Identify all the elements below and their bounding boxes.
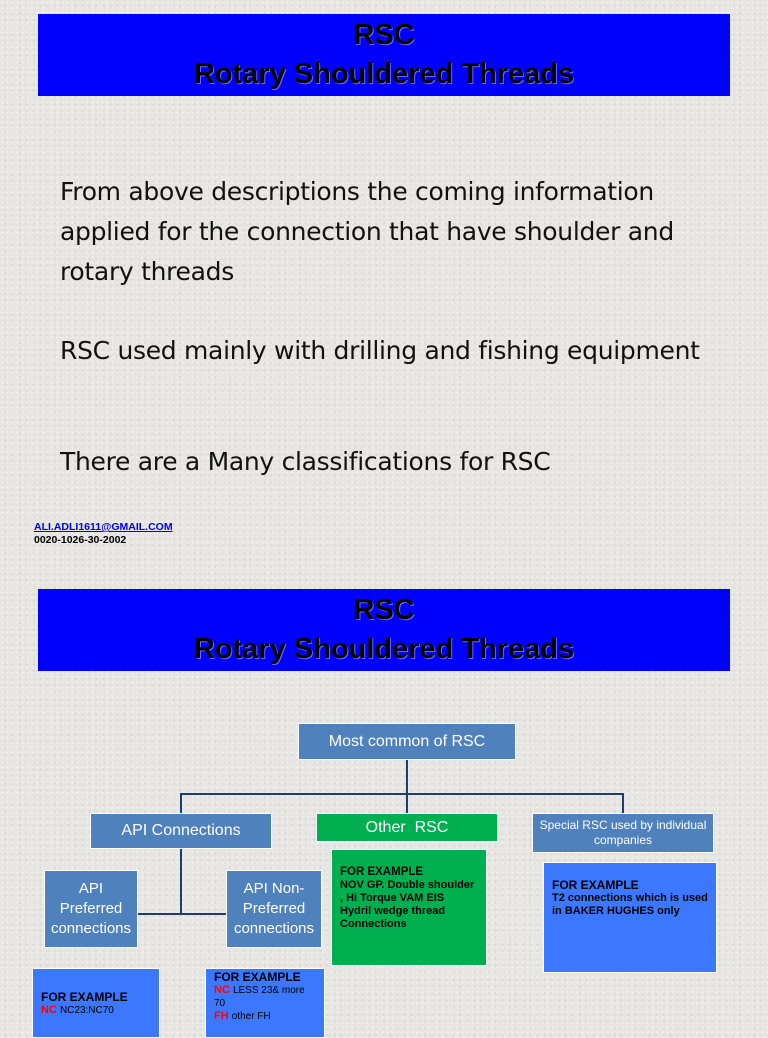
example-text: NOV GP. Double shoulder , Hi Torque VAM EIS Hydril wedge thread Connections: [340, 879, 475, 930]
example-line-2: [214, 1010, 316, 1023]
paragraph-3: There are a Many classifications for RSC: [60, 447, 551, 476]
example-heading: FOR EXAMPLE: [41, 990, 128, 1004]
example-heading: FOR EXAMPLE: [552, 878, 639, 892]
special-rsc-node: Special RSC used by individual companies: [532, 813, 714, 853]
connector-api-children: [180, 848, 182, 914]
api-connections-node: API Connections: [90, 813, 272, 849]
example-text: T2 connections which is used in BAKER HUGHES only: [552, 892, 708, 917]
title-line-1: RSC: [353, 19, 415, 51]
slide-title: [38, 589, 730, 671]
slide-title: [38, 14, 730, 96]
example-heading: FOR EXAMPLE: [214, 970, 301, 984]
nc-code: NC: [41, 1004, 57, 1016]
api-non-preferred-example-card: [205, 968, 325, 1038]
example-line: [41, 1004, 151, 1017]
connector-root-down: [406, 759, 408, 794]
example-text: NC23:NC70: [59, 1005, 114, 1016]
title-line-2: Rotary Shouldered Threads: [193, 58, 575, 90]
other-rsc-example-card: [331, 849, 487, 966]
other-rsc-node: Other RSC: [316, 813, 498, 842]
nc-code: NC: [214, 984, 230, 996]
fh-code: FH: [214, 1010, 229, 1022]
api-preferred-node: API Preferred connections: [44, 870, 138, 948]
example-line-1: [214, 984, 316, 1010]
example-heading: FOR EXAMPLE: [340, 866, 424, 878]
connector-horizontal: [180, 793, 624, 795]
paragraph-2: RSC used mainly with drilling and fishing equipment: [60, 336, 700, 365]
title-line-2: Rotary Shouldered Threads: [193, 633, 575, 665]
email-link[interactable]: ALI.ADLI1611@GMAIL.COM: [34, 521, 173, 533]
connector-other-down: [406, 793, 408, 814]
connector-special-down: [622, 793, 624, 814]
example-text-2: other FH: [231, 1011, 271, 1022]
phone-number: 0020-1026-30-2002: [34, 534, 127, 546]
connector-api-children-h: [138, 913, 228, 915]
special-rsc-example-card: [543, 862, 717, 973]
root-node: Most common of RSC: [298, 723, 516, 760]
example-text-1: LESS 23& more 70: [214, 985, 305, 1009]
title-line-1: RSC: [353, 594, 415, 626]
api-non-preferred-node: API Non-Preferred connections: [226, 870, 322, 948]
paragraph-1: From above descriptions the coming information applied for the connection that have shoulder and rotary threads: [60, 177, 674, 286]
connector-api-down: [180, 793, 182, 814]
slide-2: [0, 570, 768, 1024]
api-preferred-example-card: [32, 968, 160, 1038]
